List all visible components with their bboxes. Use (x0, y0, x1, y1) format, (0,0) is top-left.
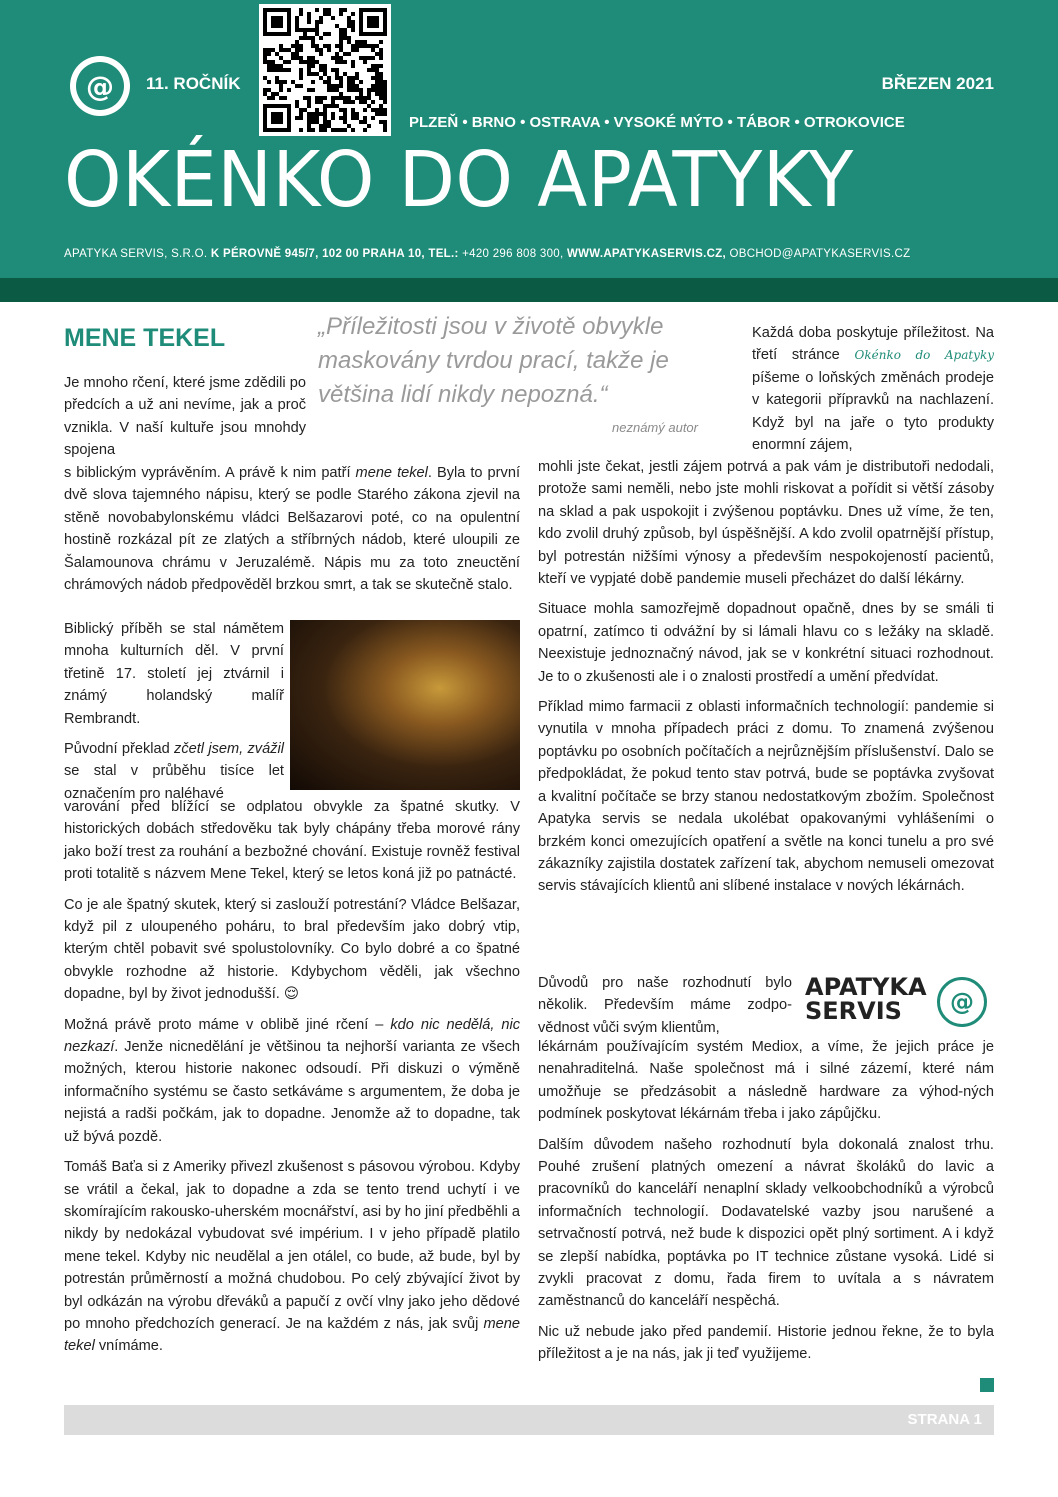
paragraph: Situace mohla samozřejmě dopadnout opačně, dnes by se smáli ti opatrní, zatímco ti odvážní by si lámali hlavu co s ležáky na skladě. Neexistuje jednoznačný návod, jak se v konkrétní situaci rozhodnout. Je to o zkušenosti ale i o znalosti prostředí a umění předvídat. (538, 601, 994, 685)
pull-quote: „Příležitosti jsou v životě obvykle maskovány tvrdou prací, takže je většina lidí nikdy nepozná.“ (318, 313, 669, 408)
paragraph: Dalším důvodem našeho rozhodnutí byla dokonalá znalost trhu. Pouhé zrušení platných omezení a návrat školáků do lavic a pracovníků do kanceláří nenaplní sklady velkoobchodníků a výrobců informačních technologií. Dodavatelské vazby jsou narušené a setrvačností potrvá, než bude k dispozici opět plný sortiment. A i když se zlepší nabídka, poptávka po IT technice zůstane vysoká. Lidé si zvykli pracovat z domu, řada firem to uvítala a s návratem zaměstnanců do kanceláří nespěchá. (538, 1136, 994, 1310)
left-col-b (64, 618, 284, 813)
quote-author: neznámý autor (612, 420, 698, 435)
issue-date: BŘEZEN 2021 (881, 74, 994, 93)
italic-text: mene tekel (64, 1315, 520, 1355)
contact-web[interactable]: WWW.APATYKASERVIS.CZ, (567, 248, 726, 260)
brand-line2: SERVIS (805, 997, 902, 1025)
brand-line1: APATYKA (805, 973, 927, 1001)
apatyka-logo (70, 56, 130, 116)
text: píšeme o loňských změnách prodeje v kategorii přípravků na nachlazení. Když byl na jaře o tyto produkty enormní zájem, (752, 369, 994, 454)
contact-company: APATYKA SERVIS, S.R.O. (64, 248, 208, 260)
italic-text: zčetl jsem, zvážil (174, 741, 284, 758)
text: vnímáme. (94, 1338, 163, 1355)
paragraph: Důvodů pro naše rozhodnutí bylo několik. Především máme zodpo-vědnost vůči svým klientům, (538, 975, 792, 1036)
text: s biblickým vyprávěním. A právě k nim patří (64, 465, 356, 481)
apatyka-servis-logo (805, 975, 995, 1031)
paragraph (64, 1156, 520, 1358)
italic-text: kdo nic nedělá, nic nezkazí (64, 1016, 521, 1056)
paragraph: Nic už nebude jako před pandemií. Historie jednou řekne, že to byla příležitost a je na nás, jak ji teď využijeme. (538, 1323, 994, 1363)
text: Původní překlad (64, 741, 175, 758)
text: Každá doba poskytuje příležitost. Na třetí stránce (752, 325, 994, 364)
paragraph (64, 462, 520, 596)
paragraph: Biblický příběh se stal námětem mnoha kulturních děl. V první třetině 17. století jej ztvárnil i známý holandský malíř Rembrandt. (64, 621, 284, 727)
left-col-a (64, 462, 520, 604)
paragraph (64, 1014, 520, 1148)
smiley-icon: 😌 (283, 986, 300, 1003)
right-col-c (538, 1036, 994, 1374)
left-intro (64, 372, 306, 470)
paragraph: lékárnám používajícím systém Mediox, a víme, že jejich práce je nenahraditelná. Naše společnost má i silné zázemí, které nám umožňuje se předzásobit a následně hardware za výhod-ných podmínek poskytovat lékárnám třeba i jako zápůjčku. (538, 1039, 994, 1123)
page-footer (64, 1405, 994, 1435)
brand-text (805, 975, 927, 1023)
text: se stal v průběhu tisíce let označením pro naléhavé (64, 763, 284, 802)
italic-text: mene tekel (355, 465, 428, 481)
contact-email[interactable]: OBCHOD@APATYKASERVIS.CZ (729, 248, 911, 260)
page-number: STRANA 1 (907, 1411, 982, 1428)
end-marker (980, 1378, 994, 1392)
left-col-c (64, 796, 520, 1366)
paragraph: mohli jste čekat, jestli zájem potrvá a pak vám je distributoři nedodali, protože sami neměli, nebo jste mohli riskovat a pořídit si větší zásoby na sklad a pak uspokojit i zvýšenou poptávku. Dnes už víme, že ten, kdo zvolil druhý způsob, byl úspěšnější. A kdo zvolil opatrnější přístup, byl potrestán nižšími výnosy a především nespokojeností pacientů, kteří ve vypjaté době pandemie museli přecházet do další lékárny. (538, 459, 994, 588)
paragraph (752, 322, 994, 456)
masthead (0, 0, 1058, 278)
article-heading: MENE TEKEL (64, 324, 226, 352)
right-col-a (538, 456, 994, 906)
newsletter-name-script: Okénko do Apatyky (854, 348, 994, 363)
text: . Jenže nicnedělání je většinou ta nejhorší varianta ze všech možných, kterou historie nakonec odsoudí. Při diskuzi o výměně informačního systému se často setkáváme s argumentem, že doba je nejistá a radši počkám, jak to dopadne. Jenomže až to dopadne, tak už bývá pozdě. (64, 1039, 520, 1145)
text: Tomáš Baťa si z Ameriky přivezl zkušenost s pásovou výrobou. Kdyby se vrátil a čekal, jak to dopadne a zda se tento trend uchytí i ve skomírajícím rakousko-uherském mocnářství, asi by ho jiní předběhli a nikdy by nedokázal vybudovat své impérium. I v jeho případě platilo mene tekel. Kdyby nic neudělal a jen otálel, co bude, až bude, byl by potrestán průměrností a možná chudobou. Po celý zbývající život by byl odkázán na výrobu dřeváků a papučí z ovčí vlny jako jeho dědové po mnoho předchozích generací. Je na každém z nás, jak svůj (64, 1159, 520, 1332)
right-intro (752, 322, 994, 464)
text: Možná právě proto máme v oblibě jiné rčení – (64, 1016, 391, 1033)
text: Co je ale špatný skutek, který si zaslouží potrestání? Vládce Belšazar, když pil z uloupeného poháru, to bral především jako dobrý vtip, kterým chtěl pobavit své spolustolovníky. Co bylo dobré a co špatné obvykle rozhodne až historie. Kdybychom věděli, jak všechno dopadne, byl by život jednodušší. (64, 896, 520, 1003)
contact-tel: +420 296 808 300, (462, 248, 564, 260)
paragraph: Příklad mimo farmacii z oblasti informačních technologií: pandemie si vynutila v mnoha případech práci z domu. To znamená zvýšenou poptávku po osobních počítačích a nejrůznějším příslušenství. Dalo se předpokládat, že pokud tento stav potrvá, bude se poptávka zvyšovat a kvalitní počítače se brzy stanou nedostatkovým zbožím. Společnost Apatyka servis se nedala ukolébat opakovanými vyhlášeními o brzkém konci omezujících opatření a světle na konci tunelu a pro své zákazníky zajistila dostatek zařízení tak, abychom nemuseli omezovat servis stávajících klientů ani slíbené instalace v nových lékárnách. (538, 699, 994, 895)
at-circle-icon (937, 977, 987, 1027)
edition-label: 11. ROČNÍK (146, 74, 241, 93)
contact-tel-label: TEL.: (428, 248, 459, 260)
at-symbol-icon: @ (76, 62, 124, 110)
contact-address: K PÉROVNĚ 945/7, 102 00 PRAHA 10, (210, 248, 425, 260)
rembrandt-painting-image (290, 620, 520, 790)
newsletter-title: OKÉNKO DO APATYKY (64, 136, 854, 225)
paragraph: Je mnoho rčení, které jsme zdědili po předcích a už ani nevíme, jak a proč vznikla. V naší kultuře jsou mnohdy spojena (64, 375, 306, 459)
qr-code[interactable] (259, 4, 391, 136)
at-symbol: @ (950, 988, 974, 1016)
paragraph (64, 894, 520, 1006)
text: . Byla to první dvě slova tajemného nápisu, který se podle Starého zákona zjevil na stěně novobabylonskému vládci Belšazarovi poté, co na opulentní hostině rozkázal pít ze zlatých a stříbrných nádob, které uloupili ze Šalamounova chrámu v Jeruzalémě. Nápis mu za toto zneuctění chrámových nádob předpověděl brzkou smrt, a tak se skutečně stalo. (64, 465, 521, 594)
paragraph: varování před blížící se odplatou obvykle za špatné skutky. V historických dobách středověku tak byly chápány třeba morové rány jako boží trest za rouhání a bezbožné chování. Existuje rovněž festival proti totalitě s názvem Mene Tekel, který se letos koná již po patnácté. (64, 799, 520, 883)
cities-list: PLZEŇ • BRNO • OSTRAVA • VYSOKÉ MÝTO • TÁBOR • OTROKOVICE (409, 114, 905, 131)
masthead-bar (0, 278, 1058, 302)
contact-line (64, 248, 910, 260)
